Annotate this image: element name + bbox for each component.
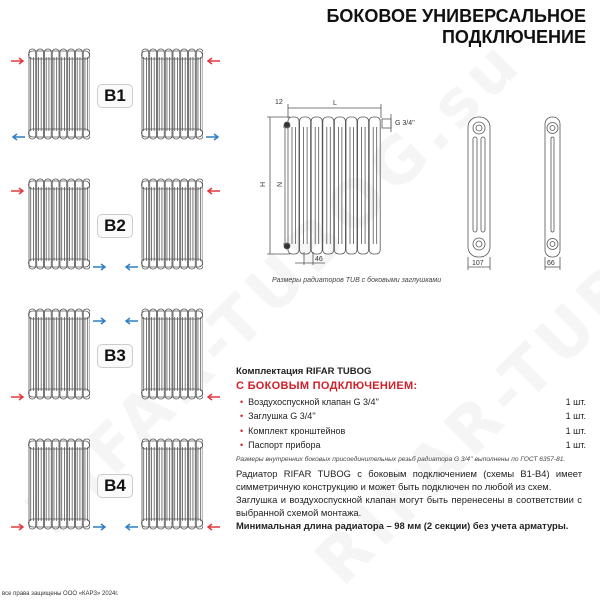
return-arrow-icon [93, 312, 107, 330]
return-arrow-icon [93, 258, 107, 276]
radiator-section [173, 49, 180, 139]
radiator-left [28, 178, 90, 275]
radiator-section [181, 49, 188, 139]
radiator-section [158, 49, 165, 139]
supply-arrow-icon [206, 388, 220, 406]
radiator-section [173, 309, 180, 399]
kit-item [236, 440, 586, 450]
radiator-section [196, 439, 203, 529]
radiator-section [29, 49, 36, 139]
radiator-section [68, 439, 75, 529]
kit-item-name: Комплект кронштейнов [248, 425, 346, 436]
dim-label-n: N [277, 181, 284, 187]
radiator-section [196, 309, 203, 399]
scheme-label: B4 [97, 474, 133, 498]
supply-arrow-icon [206, 518, 220, 536]
radiator-section [45, 309, 52, 399]
radiator-section [83, 439, 90, 529]
supply-arrow-icon [11, 52, 25, 70]
supply-arrow-icon [11, 182, 25, 200]
radiator-section [76, 309, 83, 399]
radiator-section [52, 179, 59, 269]
description-p2: Заглушка и воздухоспускной клапан могут быть перенесены в соответствии с выбранной схемой монтажа. [236, 494, 582, 518]
radiator-section [142, 439, 149, 529]
radiator-section [83, 179, 90, 269]
radiator-section [76, 49, 83, 139]
kit-item-name: Паспорт прибора [248, 440, 321, 450]
page-title [326, 6, 586, 48]
kit-item-qty: 1 шт. [565, 411, 586, 421]
radiator-section [45, 179, 52, 269]
kit-subheading: С БОКОВЫМ ПОДКЛЮЧЕНИЕМ: [236, 380, 418, 392]
return-arrow-icon [206, 128, 220, 146]
radiator-section [76, 179, 83, 269]
radiator-section [189, 309, 196, 399]
description-p3: Минимальная длина радиатора – 98 мм (2 секции) без учета арматуры. [236, 520, 569, 531]
radiator-section [150, 49, 157, 139]
radiator-section [150, 309, 157, 399]
radiator-section [158, 439, 165, 529]
supply-arrow-icon [11, 388, 25, 406]
kit-item-name: Воздухоспускной клапан G 3/4'' [248, 396, 379, 407]
radiator-section [29, 439, 36, 529]
kit-item [236, 426, 586, 436]
scheme-label: B2 [97, 214, 133, 238]
radiator-right [141, 48, 203, 145]
radiator-section [45, 49, 52, 139]
radiator-section [196, 179, 203, 269]
kit-item [236, 397, 586, 407]
radiator-section [60, 309, 67, 399]
radiator-section [37, 309, 44, 399]
title-line-2: ПОДКЛЮЧЕНИЕ [441, 27, 586, 47]
radiator-section [60, 179, 67, 269]
radiator-section [83, 309, 90, 399]
dim-label-46: 46 [315, 256, 323, 263]
radiator-right [141, 438, 203, 535]
scheme-label: B1 [97, 84, 133, 108]
supply-arrow-icon [206, 182, 220, 200]
description-p1: Радиатор RIFAR TUBOG с боковым подключением (схемы B1-B4) имеет симметричную конструкцию и может быть подключен по любой из схем. [236, 468, 582, 492]
side-view-66 [545, 117, 560, 257]
supply-arrow-icon [11, 518, 25, 536]
supply-arrow-icon [206, 52, 220, 70]
drawing-caption: Размеры радиаторов TUB с боковыми заглушками [272, 277, 442, 284]
radiator-front-view [284, 117, 380, 254]
radiator-left [28, 438, 90, 535]
radiator-section [142, 179, 149, 269]
kit-contents [236, 366, 586, 463]
radiator-section [37, 439, 44, 529]
radiator-section [158, 179, 165, 269]
bullet-icon: • [240, 396, 244, 407]
side-view-107 [468, 117, 490, 257]
radiator-section [142, 309, 149, 399]
radiator-section [158, 309, 165, 399]
kit-item-name: Заглушка G 3/4'' [248, 411, 316, 421]
radiator-section [68, 49, 75, 139]
radiator-section [29, 309, 36, 399]
radiator-section [52, 439, 59, 529]
radiator-section [68, 179, 75, 269]
radiator-section [189, 49, 196, 139]
radiator-section [150, 179, 157, 269]
radiator-section [189, 179, 196, 269]
radiator-section [37, 179, 44, 269]
radiator-section [52, 49, 59, 139]
copyright: все права защищены ООО «КАРЗ» 2024г. [2, 591, 119, 597]
radiator-section [52, 309, 59, 399]
scheme-label: B3 [97, 344, 133, 368]
radiator-right [141, 308, 203, 405]
bullet-icon: • [240, 425, 244, 436]
title-line-1: БОКОВОЕ УНИВЕРСАЛЬНОЕ [326, 6, 586, 26]
radiator-section [83, 49, 90, 139]
radiator-section [29, 179, 36, 269]
radiator-section [60, 49, 67, 139]
dim-label-h: H [260, 181, 267, 187]
dim-label-12: 12 [275, 99, 283, 106]
radiator-section [181, 309, 188, 399]
kit-note: Размеры внутренних боковых присоединительных резьб радиатора G 3/4'' выполнены по ГОСТ 6357-81. [236, 456, 566, 463]
kit-item-qty: 1 шт. [565, 440, 586, 450]
radiator-section [45, 439, 52, 529]
radiator-section [173, 439, 180, 529]
radiator-right [141, 178, 203, 275]
kit-item-qty: 1 шт. [565, 425, 586, 436]
description [236, 467, 582, 532]
dim-label-66: 66 [547, 260, 555, 267]
radiator-section [165, 309, 172, 399]
return-arrow-icon [11, 128, 25, 146]
radiator-section [173, 179, 180, 269]
radiator-section [150, 439, 157, 529]
radiator-left [28, 48, 90, 145]
radiator-section [37, 49, 44, 139]
return-arrow-icon [93, 518, 107, 536]
return-arrow-icon [124, 518, 138, 536]
kit-item [236, 411, 586, 421]
thread-label: G 3/4'' [395, 120, 415, 127]
radiator-section [165, 179, 172, 269]
bullet-icon: • [240, 411, 244, 421]
radiator-section [68, 309, 75, 399]
radiator-section [181, 439, 188, 529]
radiator-section [196, 49, 203, 139]
radiator-left [28, 308, 90, 405]
radiator-section [181, 179, 188, 269]
radiator-section [189, 439, 196, 529]
radiator-section [165, 439, 172, 529]
dimension-drawing [255, 92, 585, 277]
bullet-icon: • [240, 440, 244, 450]
radiator-section [142, 49, 149, 139]
kit-item-qty: 1 шт. [565, 396, 586, 407]
radiator-section [76, 439, 83, 529]
return-arrow-icon [124, 312, 138, 330]
dim-label-107: 107 [472, 260, 484, 267]
radiator-section [60, 439, 67, 529]
dim-label-l: L [333, 100, 337, 107]
return-arrow-icon [124, 258, 138, 276]
radiator-section [165, 49, 172, 139]
kit-heading: Комплектация RIFAR TUBOG [236, 366, 372, 377]
